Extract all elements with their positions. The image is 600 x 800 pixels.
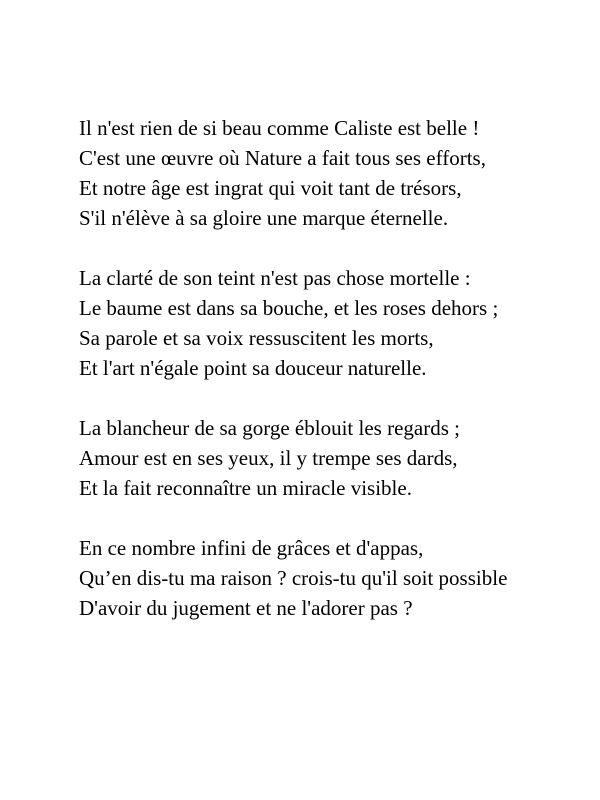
poem-line: Il n'est rien de si beau comme Caliste est belle ! bbox=[79, 116, 480, 140]
poem-line: S'il n'élève à sa gloire une marque éternelle. bbox=[79, 206, 449, 230]
stanza-4 bbox=[79, 533, 589, 623]
stanza-3 bbox=[79, 413, 589, 503]
stanza-1 bbox=[79, 113, 589, 233]
poem-line: Et l'art n'égale point sa douceur naturelle. bbox=[79, 356, 427, 380]
poem-line: Le baume est dans sa bouche, et les roses dehors ; bbox=[79, 296, 499, 320]
poem-line: Qu’en dis-tu ma raison ? crois-tu qu'il soit possible bbox=[79, 566, 508, 590]
poem-line: Amour est en ses yeux, il y trempe ses dards, bbox=[79, 446, 458, 470]
poem-line: Sa parole et sa voix ressuscitent les morts, bbox=[79, 326, 434, 350]
poem-line: Et notre âge est ingrat qui voit tant de trésors, bbox=[79, 176, 462, 200]
poem-line: La blancheur de sa gorge éblouit les regards ; bbox=[79, 416, 460, 440]
poem-line: Et la fait reconnaître un miracle visible. bbox=[79, 476, 412, 500]
poem-line: La clarté de son teint n'est pas chose mortelle : bbox=[79, 266, 471, 290]
stanza-2 bbox=[79, 263, 589, 383]
poem-line: En ce nombre infini de grâces et d'appas, bbox=[79, 536, 424, 560]
poem-line: C'est une œuvre où Nature a fait tous ses efforts, bbox=[79, 146, 486, 170]
poem-line: D'avoir du jugement et ne l'adorer pas ? bbox=[79, 596, 413, 620]
poem bbox=[79, 113, 589, 623]
